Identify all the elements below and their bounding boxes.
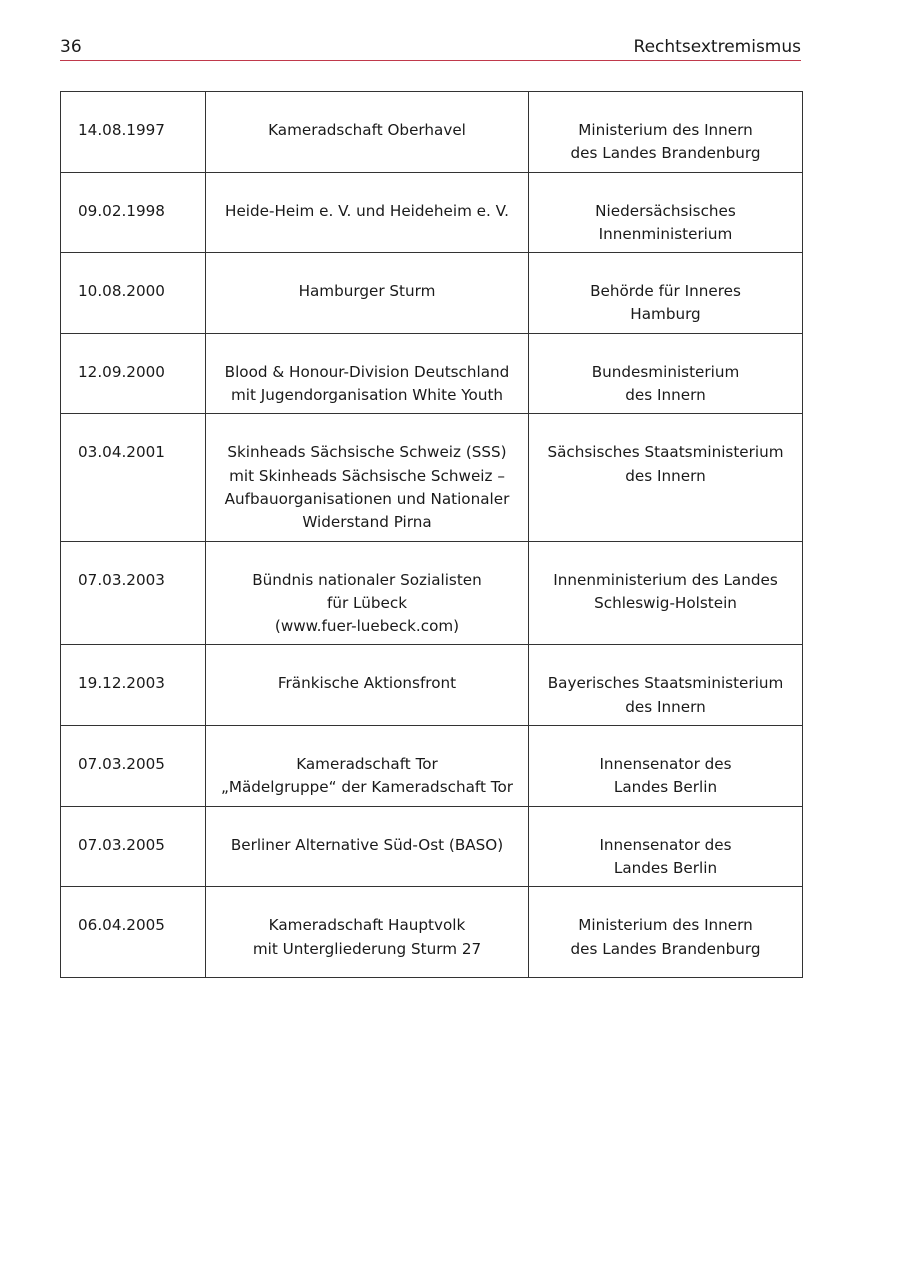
cell-organization — [206, 92, 529, 173]
cell-date — [61, 172, 206, 253]
authority-line: des Landes Brandenburg — [570, 939, 761, 958]
cell-organization — [206, 333, 529, 414]
cell-authority — [529, 172, 803, 253]
date-text: 07.03.2005 — [78, 835, 165, 854]
organization-line: Kameradschaft Tor — [296, 755, 438, 774]
cell-authority — [529, 541, 803, 645]
authority-line: des Innern — [625, 697, 706, 716]
cell-date — [61, 333, 206, 414]
authority-line: Innenministerium — [598, 224, 733, 243]
authority-line: Behörde für Inneres — [590, 282, 741, 301]
authority-line: Landes Berlin — [613, 858, 718, 877]
authority-line: Innensenator des — [599, 835, 732, 854]
cell-date — [61, 887, 206, 978]
cell-date — [61, 806, 206, 887]
table-row — [61, 333, 803, 414]
authority-line: Sächsisches Staatsministerium — [547, 443, 784, 462]
page-header — [60, 36, 801, 61]
organization-line: mit Untergliederung Sturm 27 — [252, 939, 482, 958]
date-text: 06.04.2005 — [78, 916, 165, 935]
organization-line: Hamburger Sturm — [298, 282, 436, 301]
table-row — [61, 541, 803, 645]
organization-line: Aufbauorganisationen und Nationaler — [224, 489, 510, 508]
date-text: 12.09.2000 — [78, 362, 165, 381]
cell-date — [61, 645, 206, 726]
date-text: 03.04.2001 — [78, 443, 165, 462]
authority-line: Innenministerium des Landes — [553, 570, 778, 589]
authority-line: Bundesministerium — [591, 362, 740, 381]
organization-line: Widerstand Pirna — [302, 513, 432, 532]
cell-organization — [206, 726, 529, 807]
cell-organization — [206, 414, 529, 541]
authority-line: Schleswig-Holstein — [594, 593, 737, 612]
authority-line: Innensenator des — [599, 755, 732, 774]
authority-line: des Innern — [625, 466, 706, 485]
cell-organization — [206, 645, 529, 726]
authority-line: Bayerisches Staatsministerium — [547, 674, 784, 693]
table-row — [61, 645, 803, 726]
cell-organization — [206, 172, 529, 253]
organization-line: mit Jugendorganisation White Youth — [230, 386, 504, 405]
organization-line: „Mädelgruppe“ der Kameradschaft Tor — [221, 778, 513, 797]
table-row — [61, 414, 803, 541]
running-title: Rechtsextremismus — [633, 37, 801, 57]
cell-organization — [206, 253, 529, 334]
table-row — [61, 253, 803, 334]
date-text: 09.02.1998 — [78, 201, 165, 220]
date-text: 07.03.2003 — [78, 570, 165, 589]
ban-table — [60, 91, 803, 978]
cell-authority — [529, 726, 803, 807]
organization-line: Bündnis nationaler Sozialisten — [252, 570, 482, 589]
cell-authority — [529, 887, 803, 978]
table-row — [61, 806, 803, 887]
table-row — [61, 726, 803, 807]
authority-line: Ministerium des Innern — [578, 121, 753, 139]
organization-line: Skinheads Sächsische Schweiz (SSS) — [227, 443, 507, 462]
table-row — [61, 887, 803, 978]
cell-date — [61, 414, 206, 541]
organization-line: Berliner Alternative Süd-Ost (BASO) — [230, 835, 504, 854]
table-row — [61, 92, 803, 173]
cell-date — [61, 726, 206, 807]
organization-line: Heide-Heim e. V. und Heideheim e. V. — [225, 201, 509, 220]
table-body — [61, 92, 803, 978]
date-text: 14.08.1997 — [78, 121, 165, 139]
page-number: 36 — [60, 37, 82, 57]
organization-line: (www.fuer-luebeck.com) — [274, 617, 460, 636]
authority-line: Ministerium des Innern — [578, 916, 753, 935]
cell-organization — [206, 806, 529, 887]
date-text: 07.03.2005 — [78, 755, 165, 774]
organization-line: Kameradschaft Hauptvolk — [268, 916, 466, 935]
cell-authority — [529, 253, 803, 334]
cell-date — [61, 541, 206, 645]
cell-authority — [529, 806, 803, 887]
authority-line: Niedersächsisches — [595, 201, 736, 220]
authority-line: des Innern — [625, 386, 706, 405]
cell-organization — [206, 887, 529, 978]
organization-line: Kameradschaft Oberhavel — [268, 121, 466, 139]
table-row — [61, 172, 803, 253]
authority-line: Hamburg — [630, 305, 701, 324]
cell-date — [61, 92, 206, 173]
date-text: 19.12.2003 — [78, 674, 165, 693]
organization-line: Fränkische Aktionsfront — [277, 674, 457, 693]
cell-authority — [529, 414, 803, 541]
cell-authority — [529, 333, 803, 414]
cell-date — [61, 253, 206, 334]
organization-line: mit Skinheads Sächsische Schweiz – — [229, 466, 505, 485]
organization-line: Blood & Honour-Division Deutschland — [224, 362, 510, 381]
date-text: 10.08.2000 — [78, 282, 165, 301]
organization-line: für Lübeck — [327, 593, 407, 612]
cell-authority — [529, 92, 803, 173]
cell-authority — [529, 645, 803, 726]
cell-organization — [206, 541, 529, 645]
authority-line: des Landes Brandenburg — [570, 144, 761, 163]
authority-line: Landes Berlin — [613, 778, 718, 797]
